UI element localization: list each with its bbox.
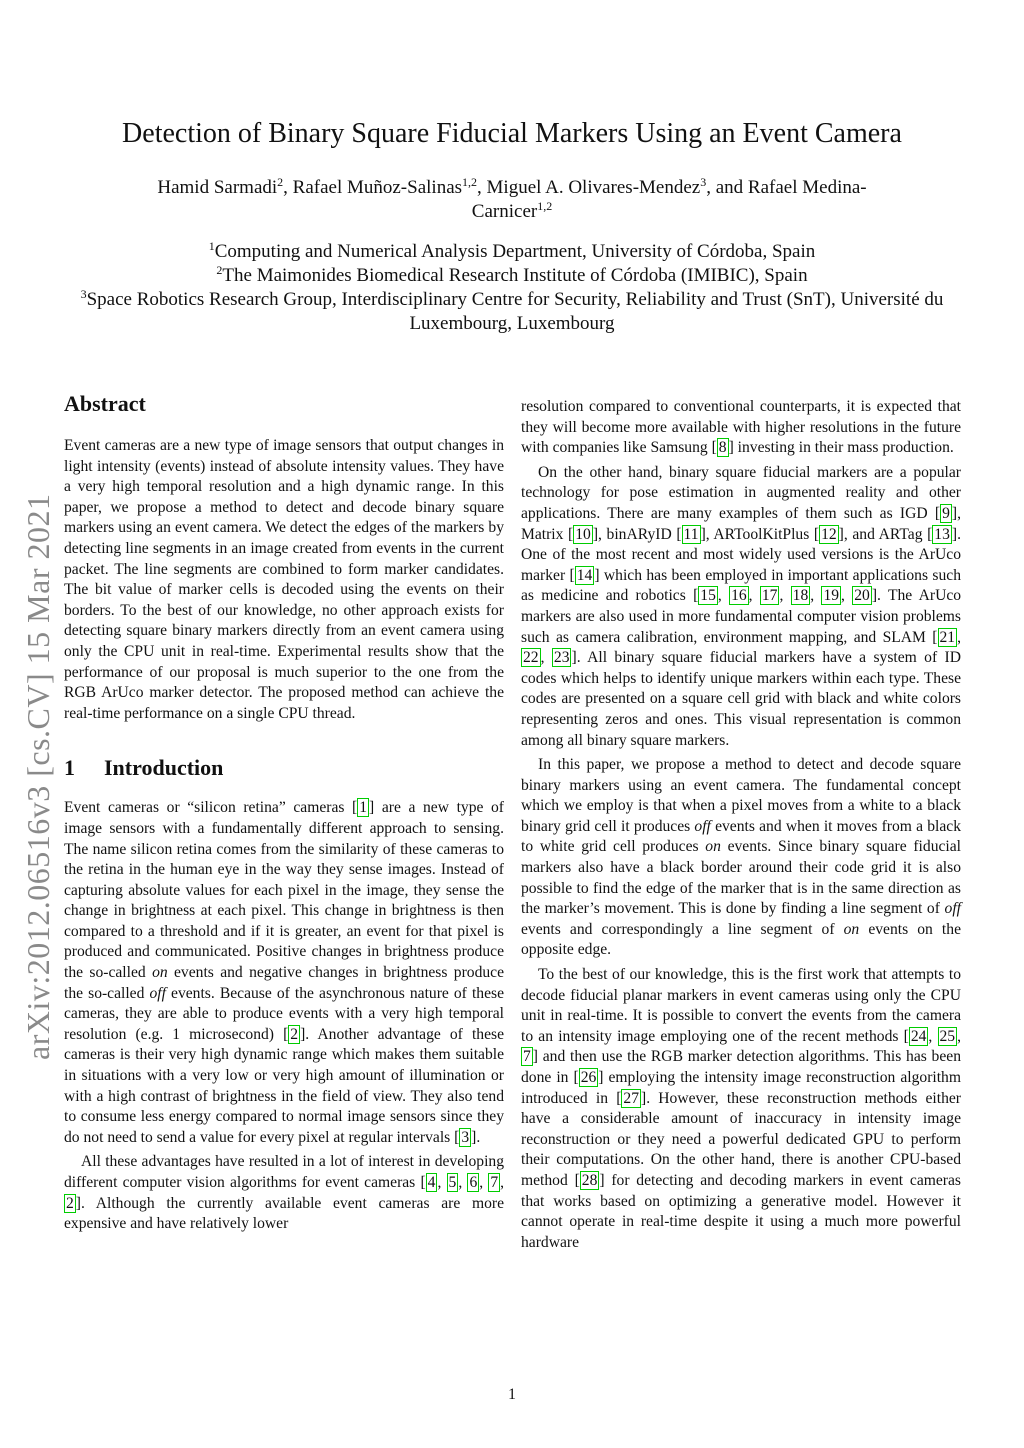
affiliation-mark: 2 — [216, 263, 223, 277]
citation-link[interactable]: 16 — [731, 587, 747, 605]
abstract-text: Event cameras are a new type of image sensors that output changes in light intensity (events) instead of absolute intensity values. They have a very high temporal resolution and a high dynamic range. In this paper, we propose a method to detect and decode binary square markers using an event camera. We detect the edges of the markers by detecting line segments in an image created from events in the current packet. The line segments are combined to form marker candidates. The bit value of marker cells is decoded using the events on their borders. To the best of our knowledge, no other approach exists for detecting square binary markers directly from an event camera using only the CPU unit in real-time. Experimental results show that the performance of our proposal is much superior to the one from the RGB ArUco marker detector. The proposed method can achieve the real-time performance on a single CPU thread. — [64, 437, 504, 722]
affiliation-text: Computing and Numerical Analysis Department, University of Córdoba, Spain — [214, 241, 816, 262]
page-number: 1 — [508, 1386, 516, 1403]
affiliation-text: Space Robotics Research Group, Interdisciplinary Centre for Security, Reliability and Trust (SnT), Université du Luxembourg, Luxembourg — [86, 289, 944, 334]
citation-link[interactable]: 27 — [623, 1089, 639, 1107]
author-affil-mark: 1,2 — [537, 199, 553, 213]
citation-link[interactable]: 2 — [66, 1194, 74, 1212]
author-affil-mark: 1,2 — [462, 175, 478, 189]
citation-link[interactable]: 6 — [469, 1174, 478, 1191]
affiliation-mark: 3 — [80, 287, 87, 301]
citation-link[interactable]: 25 — [939, 1027, 956, 1045]
emphasis: off — [944, 900, 961, 918]
emphasis: on — [843, 920, 860, 938]
citation-link[interactable]: 10 — [575, 525, 591, 543]
affiliation-list — [40, 240, 984, 336]
abstract-heading: Abstract — [64, 391, 146, 416]
emphasis: off — [694, 817, 711, 835]
citation-link[interactable]: 9 — [942, 504, 950, 522]
citation-link[interactable]: 3 — [461, 1128, 470, 1146]
author-affil-mark: 2 — [277, 175, 284, 189]
citation-link[interactable]: 18 — [792, 587, 809, 605]
arxiv-stamp: arXiv:2012.06516v3 [cs.CV] 15 Mar 2021 — [20, 493, 56, 1060]
section-number: 1 — [64, 755, 75, 781]
citation-link[interactable]: 23 — [553, 649, 570, 667]
citation-link[interactable]: 5 — [448, 1174, 457, 1191]
author-affil-mark: 3 — [700, 175, 707, 189]
paper-title: Detection of Binary Square Fiducial Markers Using an Event Camera — [122, 118, 902, 149]
citation-link[interactable]: 7 — [490, 1174, 499, 1191]
emphasis: on — [705, 838, 721, 856]
citation-link[interactable]: 13 — [934, 525, 950, 543]
author-list: Hamid Sarmadi$^2$, Rafael Muñoz-Salinas$^{1,2}$, Miguel A. Olivares-Mendez$^3$, and Rafael Medina-Carnicer$^{1,2}$ — [157, 175, 867, 222]
section-heading-introduction — [64, 754, 504, 782]
paragraph: All these advantages have resulted in a lot of interest in developing different computer vision algorithms for event cameras [ 4 , 5 , 6 , 7 , 2 ]. Although the currently available event cameras are more expensive and have relatively lower — [64, 1153, 505, 1233]
citation-link[interactable]: 14 — [576, 566, 593, 584]
paragraph: To the best of our knowledge, this is the first work that attempts to decode fiducial planar markers in event cameras using only the CPU unit in real-time. It is possible to convert the events from the camera to an intensity image employing one of the recent methods [ 24 , 25 , 7 ] and then use the RGB marker detection algorithms. This has been done in [ 26 ] employing the intensity image reconstruction algorithm introduced in [ 27 ]. However, these reconstruction methods either have a considerable amount of inaccuracy in intensity image reconstruction or they need a powerful dedicated GPU to perform their computations. On the other hand, there is another CPU-based method [ 28 ] for detecting and decoding markers in event cameras that works based on optimizing a generative model. However it cannot operate in real-time despite it using a much more powerful hardware — [521, 966, 961, 1251]
paragraph: resolution compared to conventional counterparts, it is expected that they will become more available with higher resolutions in the future with companies like Samsung [ 8 ] investing in their mass production. — [521, 398, 961, 457]
citation-link[interactable]: 26 — [580, 1069, 597, 1086]
affiliation — [40, 288, 984, 336]
left-column — [64, 390, 504, 1235]
paragraph: On the other hand, binary square fiducial markers are a popular technology for pose estimation in augmented reality and other applications. There are many examples of them such as IGD [ 9 ], Matrix [ 10 ], binARyID [ 11 ], ARToolKitPlus [ 12 ], and ARTag [ 13 ]. One of the most recent and most widely used versions is the ArUco marker [ 14 ] which has been employed in important applications such as medicine and robotics [ 15 , 16 , 17 , 18 , 19 , 20 ]. The ArUco markers are also used in more fundamental computer vision problems such as camera calibration, environment mapping, and SLAM [ 21 , 22 , 23 ]. All binary square fiducial markers have a system of ID codes which helps to identify unique markers within each type. These codes are presented on a square cell grid with black and white colors representing zeros and ones. This visual representation is common among all binary square markers. — [521, 463, 962, 749]
author: Miguel A. Olivares-Mendez — [486, 177, 701, 198]
author: Hamid Sarmadi — [157, 177, 278, 198]
citation-link[interactable]: 11 — [683, 525, 699, 543]
citation-link[interactable]: 24 — [910, 1027, 927, 1045]
citation-link[interactable]: 28 — [581, 1171, 598, 1189]
citation-link[interactable]: 15 — [700, 587, 716, 605]
affiliation-mark: 1 — [208, 239, 215, 253]
citation-link[interactable]: 4 — [427, 1174, 436, 1191]
citation-link[interactable]: 21 — [939, 628, 956, 646]
citation-link[interactable]: 12 — [821, 525, 837, 543]
section-title: Introduction — [104, 755, 224, 781]
citation-link[interactable]: 7 — [523, 1048, 531, 1066]
emphasis: on — [152, 964, 168, 982]
affiliation-text: The Maimonides Biomedical Research Institute of Córdoba (IMIBIC), Spain — [222, 265, 808, 286]
citation-link[interactable]: 19 — [823, 587, 840, 605]
right-column — [521, 397, 961, 1253]
citation-link[interactable]: 22 — [523, 649, 539, 667]
citation-link[interactable]: 1 — [359, 799, 368, 817]
paragraph: In this paper, we propose a method to detect and decode square binary markers using an event camera. The fundamental concept which we employ is that when a pixel moves from a white to a black binary grid cell it produces off events and when it moves from a black to white grid cell produces on events. Since binary square fiducial markers also have a black border around their code grid it is also possible to find the edge of the marker that is in the same direction as the marker’s movement. This is done by finding a line segment of off events and correspondingly a line segment of on events on the opposite edge. — [521, 756, 961, 959]
author: Rafael Medina-Carnicer — [471, 177, 867, 222]
citation-link[interactable]: 20 — [854, 587, 870, 605]
citation-link[interactable]: 17 — [761, 587, 778, 605]
citation-link[interactable]: 2 — [290, 1025, 299, 1043]
affiliation — [40, 264, 984, 288]
emphasis: off — [149, 984, 166, 1002]
paragraph: Event cameras or “silicon retina” cameras [ 1 ] are a new type of image sensors with a fundamentally different approach to sensing. The name silicon retina comes from the similarity of these cameras to the retina in the human eye in the way they sense images. Instead of capturing absolute values for each pixel in the image, they sense the change in brightness at each pixel. This change in brightness is then compared to a threshold and if it is greater, an event for that pixel is produced and communicated. Positive changes in brightness produce the so-called on events and negative changes in brightness produce the so-called off events. Because of the asynchronous nature of these cameras, they are able to produce events with a very high temporal resolution (e.g. 1 microsecond) [ 2 ]. Another advantage of these cameras is their very high dynamic range which makes them suitable in situations with a very low or very high amount of illumination or with a high contrast of brightness in the field of view. They also tend to consume less energy compared to normal image sensors since they do not need to send a value for every pixel at regular intervals [ 3 ]. — [64, 799, 505, 1146]
author: Rafael Muñoz-Salinas — [292, 177, 463, 198]
citation-link[interactable]: 8 — [718, 439, 727, 457]
affiliation — [40, 240, 984, 264]
